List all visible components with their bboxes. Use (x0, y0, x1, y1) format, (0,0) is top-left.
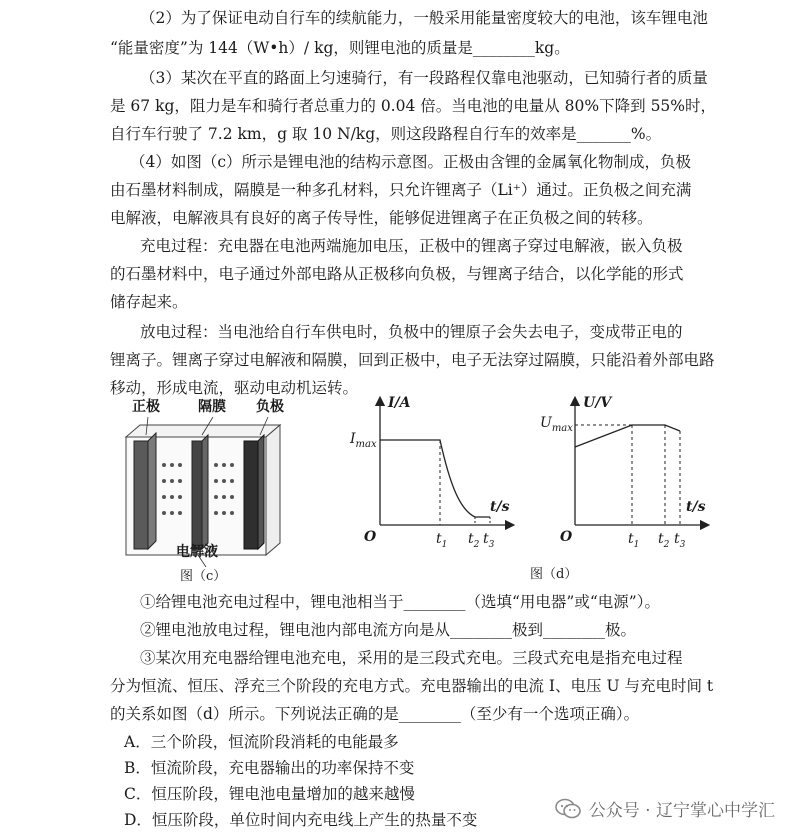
option-a: A．三个阶段，恒流阶段消耗的电能最多 (124, 733, 399, 751)
text-line: 储存起来。 (110, 293, 188, 311)
chart2-origin: O (560, 529, 573, 545)
text-line: （2）为了保证电动自行车的续航能力，一般采用能量密度较大的电池，该车锂电池 (140, 9, 708, 27)
text-line: 由石墨材料制成，隔膜是一种多孔材料，只允许锂离子（Li⁺）通过。正负极之间充满 (110, 181, 692, 199)
text-line: 自行车行驶了 7.2 km，g 取 10 N/kg，则这段路程自行车的效率是_______%。 (110, 125, 662, 143)
positive-electrode-label: 正极 (132, 399, 160, 415)
option-d: D．恒压阶段，单位时间内充电线上产生的热量不变 (124, 811, 478, 829)
chart2-ylabel: U/V (583, 395, 612, 411)
option-b: B．恒流阶段，充电器输出的功率保持不变 (124, 759, 415, 777)
question-line: ③某次用充电器给锂电池充电，采用的是三段式充电。三段式充电是指充电过程 (140, 649, 683, 667)
electrolyte-label: 电解液 (176, 544, 218, 560)
text-line: 是 67 kg，阻力是车和骑行者总重力的 0.04 倍。当电池的电量从 80%下降到 55%时， (110, 97, 717, 115)
chart2-t2-label: $t_2$ (658, 531, 670, 550)
chart1-t2-label: $t_2$ (468, 531, 480, 550)
question-line: ①给锂电池充电过程中，锂电池相当于________（选填“用电器”或“电源”）。 (140, 593, 660, 611)
negative-electrode-label: 负极 (256, 399, 284, 415)
chart2-umax-label: $U_{max}$ (540, 415, 573, 434)
text-line: 锂离子。锂离子穿过电解液和隔膜，回到正极中，电子无法穿过隔膜，只能沿着外部电路 (110, 351, 715, 369)
question-line: 的关系如图（d）所示。下列说法正确的是________（至少有一个选项正确）。 (110, 705, 640, 723)
text-line: 的石墨材料中，电子通过外部电路从正极移向负极，与锂离子结合，以化学能的形式 (110, 265, 684, 283)
figure-d-caption: 图（d） (530, 567, 578, 582)
chart1-imax-label: $I_{max}$ (350, 431, 377, 450)
watermark-text: 公众号 · 辽宁掌心中学汇 (588, 801, 775, 821)
text-line: （4）如图（c）所示是锂电池的结构示意图。正极由含锂的金属氧化物制成，负极 (130, 153, 692, 171)
chart1-ylabel: I/A (388, 395, 411, 411)
text-line: “能量密度”为 144（W•h）/ kg，则锂电池的质量是________kg。 (110, 39, 570, 57)
option-c: C．恒压阶段，锂电池电量增加的越来越慢 (124, 785, 415, 803)
separator-label: 隔膜 (198, 399, 226, 415)
chart2-xlabel: t/s (686, 499, 706, 515)
chart1-xlabel: t/s (490, 499, 510, 515)
chart1-origin: O (364, 529, 377, 545)
text-line: 充电过程：充电器在电池两端施加电压，正极中的锂离子穿过电解液，嵌入负极 (140, 237, 683, 255)
chart2-t1-label: $t_1$ (628, 531, 640, 550)
charging-curves-figure (340, 395, 710, 585)
watermark (555, 796, 775, 821)
charging-curves-svg (340, 395, 710, 555)
chart2-t3-label: $t_3$ (674, 531, 686, 550)
text-line: 放电过程：当电池给自行车供电时，负极中的锂原子会失去电子，变成带正电的 (140, 323, 683, 341)
chart1-t1-label: $t_1$ (436, 531, 448, 550)
text-line: 移动，形成电流，驱动电动机运转。 (110, 379, 359, 397)
question-line: 分为恒流、恒压、浮充三个阶段的充电方式。充电器输出的电流 I、电压 U 与充电时间 t (110, 677, 714, 695)
question-line: ②锂电池放电过程，锂电池内部电流方向是从________极到________极。 (140, 621, 637, 639)
text-line: （3）某次在平直的路面上匀速骑行，有一段路程仅靠电池驱动，已知骑行者的质量 (140, 69, 708, 87)
battery-structure-figure (118, 395, 288, 585)
wechat-icon (555, 798, 581, 820)
figure-c-caption: 图（c） (180, 569, 227, 584)
text-line: 电解液，电解液具有良好的离子传导性，能够促进锂离子在正负极之间的转移。 (110, 209, 653, 227)
chart1-t3-label: $t_3$ (483, 531, 495, 550)
